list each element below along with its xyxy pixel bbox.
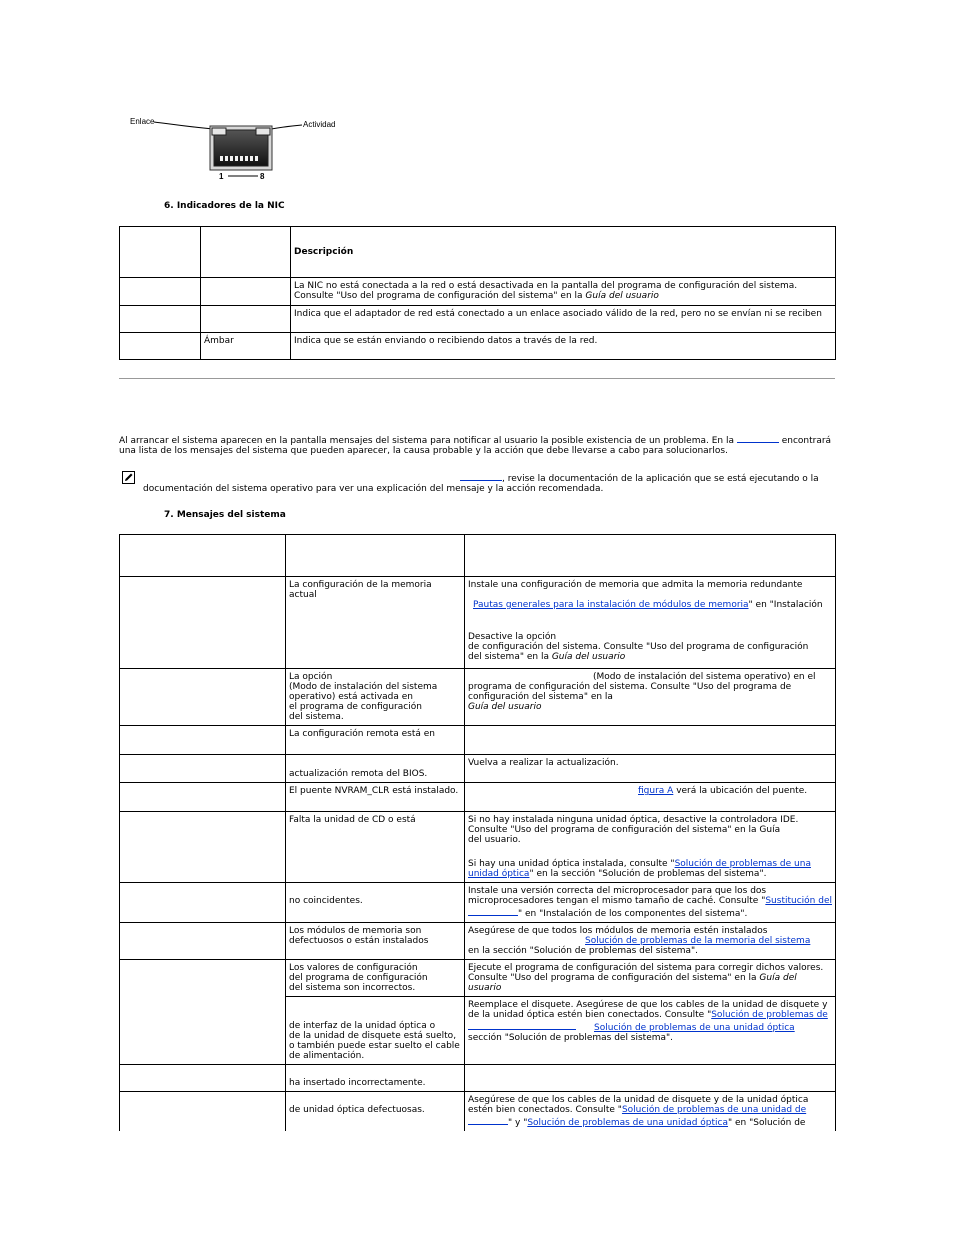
- figure-a-link[interactable]: figura A: [638, 786, 674, 796]
- disk-troubleshoot-link[interactable]: Solución de problemas de: [711, 1010, 828, 1020]
- description-header: Descripción: [291, 227, 836, 278]
- table-header-row: [120, 535, 836, 577]
- note-pencil-icon: [122, 471, 135, 484]
- table-row: ha insertado incorrectamente.: [120, 1065, 836, 1092]
- processor-replace-link[interactable]: Sustitución del: [765, 896, 832, 906]
- nic-indicators-table: [119, 226, 836, 360]
- memory-troubleshoot-link[interactable]: Solución de problemas de la memoria del sistema: [585, 936, 811, 946]
- disk-troubleshoot-link-cont[interactable]: [468, 1020, 576, 1030]
- table-reference-link[interactable]: [737, 433, 779, 443]
- table-row: de unidad óptica defectuosas. Asegúrese de que los cables de la unidad de disquete y de la unidad óptica estén bien conectados. Consulte "Solución de problemas de una unidad de " y "Solución de problemas de una unidad óptica" en "Solución de: [120, 1092, 836, 1132]
- system-messages-table: [119, 534, 836, 1131]
- optical-troubleshoot-link[interactable]: Solución de problemas de una unidad óptica: [594, 1023, 795, 1033]
- table-row: Falta la unidad de CD o está Si no hay instalada ninguna unidad óptica, desactive la controladora IDE. Consulte "Uso del programa de configuración del sistema" en la Guía del usuario. Si hay una unidad óptica instalada, consulte "Solución de problemas de una unidad óptica" en la sección "Solución de problemas del sistema".: [120, 812, 836, 883]
- intro-paragraph: Al arrancar el sistema aparecen en la pantalla mensajes del sistema para notificar al usuario la posible existencia de un problema. En la encontrará una lista de los mensajes del sistema que pueden aparecer, la causa probable y la acción que debe llevarse a cabo para solucionarlos.: [119, 433, 835, 456]
- link-label: Enlace: [130, 117, 155, 126]
- table-row: La NIC no está conectada a la red o está desactivada en la pantalla del programa de configuración del sistema. Consulte "Uso del programa de configuración del sistema" en la Guía del usuario: [120, 278, 836, 306]
- msg-table-caption: 7. Mensajes del sistema: [164, 510, 286, 520]
- pin-first-label: 1: [219, 172, 224, 181]
- floppy-troubleshoot-link-cont[interactable]: [468, 1115, 508, 1125]
- note-table-link[interactable]: [460, 471, 502, 481]
- table-row: La configuración de la memoria actual Instale una configuración de memoria que admita la memoria redundante Pautas generales para la instalación de módulos de memoria" en "Instalación Desactive la opción de configuración del sistema. Consulte "Uso del programa de configuración del sistema" en la Guía del usuario: [120, 577, 836, 669]
- table-row: Indica que el adaptador de red está conectado a un enlace asociado válido de la red, pero no se envían ni se reciben: [120, 306, 836, 333]
- table-row: Ámbar Indica que se están enviando o recibiendo datos a través de la red.: [120, 333, 836, 360]
- pin-last-label: 8: [260, 172, 265, 181]
- table-row: La configuración remota está en: [120, 726, 836, 755]
- section-divider: [119, 378, 835, 379]
- floppy-troubleshoot-link[interactable]: Solución de problemas de una unidad de: [621, 1105, 807, 1115]
- table-row: La opción (Modo de instalación del sistema operativo) está activada en el programa de configuración del sistema. (Modo de instalación del sistema operativo) en el programa de configuración del sistema. Consulte "Uso del programa de configuración del sistema" en la Guía del usuario: [120, 669, 836, 726]
- optical-drive-troubleshoot-link-cont[interactable]: unidad óptica: [468, 869, 530, 879]
- table-row: Los módulos de memoria son defectuosos o están instalados Asegúrese de que todos los módulos de memoria estén instalados Solución de problemas de la memoria del sistema en la sección "Solución de problemas del sistema".: [120, 923, 836, 960]
- optical-troubleshoot-link-2[interactable]: Solución de problemas de una unidad óptica: [527, 1118, 729, 1128]
- link-led: [212, 128, 226, 135]
- table-row: Los valores de configuración del programa de configuración del sistema son incorrectos. Ejecute el programa de configuración del sistema para corregir dichos valores. Consulte "Uso del programa de configuración del sistema" en la Guía del usuario: [120, 960, 836, 997]
- nic-connector-figure: [126, 112, 346, 184]
- table-row: El puente NVRAM_CLR está instalado. figura A verá la ubicación del puente.: [120, 783, 836, 812]
- table-row: no coincidentes. Instale una versión correcta del microprocesador para que los dos microprocesadores tengan el mismo tamaño de caché. Consulte "Sustitución del " en "Instalación de los componentes del sistema".: [120, 883, 836, 923]
- processor-replace-link-cont[interactable]: [468, 906, 518, 916]
- nic-table-caption: 6. Indicadores de la NIC: [164, 201, 285, 211]
- table-header-row: [120, 227, 836, 278]
- table-row: actualización remota del BIOS. Vuelva a realizar la actualización.: [120, 755, 836, 783]
- memory-guidelines-link[interactable]: Pautas generales para la instalación de módulos de memoria: [473, 600, 749, 610]
- activity-led: [256, 128, 270, 135]
- activity-label: Actividad: [303, 120, 336, 129]
- table-row: de interfaz de la unidad óptica o de la unidad de disquete está suelto, o también puede estar suelto el cable de alimentación. Reemplace el disquete. Asegúrese de que los cables de la unidad de disquete y de la unidad óptica estén bien conectados. Consulte "Solución de problemas de Solución de problemas de una unidad óptica sección "Solución de problemas del sistema".: [120, 997, 836, 1065]
- optical-drive-troubleshoot-link[interactable]: Solución de problemas de una: [674, 859, 811, 869]
